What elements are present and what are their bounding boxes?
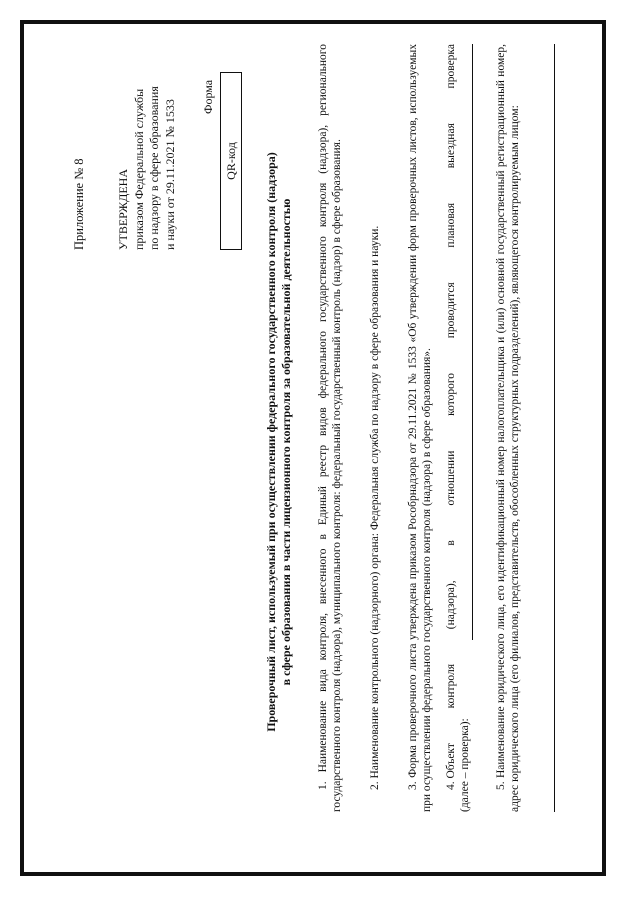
title-line-1: Проверочный лист, используемый при осуществлении федерального государственного контроля (надзора) (264, 152, 278, 732)
appendix-number: Приложение № 8 (72, 158, 86, 250)
approval-line-2: по надзору в сфере образования (147, 86, 161, 250)
approval-line-1: приказом Федеральной службы (131, 88, 146, 250)
item-4-word: отношении (445, 450, 457, 506)
scanned-page-frame (20, 20, 606, 876)
item-2-control-body: 2. Наименование контрольного (надзорного) органа: Федеральная служба по надзору в сфере образования и науки. (369, 225, 381, 790)
document-title (264, 72, 294, 812)
item-3-form-approval: 3. Форма проверочного листа утверждена приказом Рособрнадзора от 29.11.2021 № 1533 «Об утверждении форм проверочных листов, используемых при осуществлении федерального государственного контроля (надзора) в сфере образования». (407, 44, 433, 812)
item-4-word: контроля (445, 663, 457, 709)
item-4-word: проводится (445, 282, 457, 339)
item-1-control-type: 1. Наименование вида контроля, внесенного в Единый реестр видов федерального государственного контроля (надзора), регионального государственного контроля (надзора), муниципального контроля: федеральный государственный контроль (надзор) в сфере образования. (317, 44, 343, 812)
item-4-word: (надзора), (445, 580, 457, 630)
qr-code-box: QR-код (220, 72, 242, 250)
item-4-control-object (444, 44, 472, 812)
approval-block (116, 86, 178, 250)
item-4-fill-line (472, 44, 473, 640)
item-4-word: проверка (445, 44, 457, 89)
form-label: Форма (201, 79, 215, 114)
title-line-2: в сфере образования в части лицензионного контроля за образовательной деятельностью (279, 198, 293, 686)
item-4-tail: (далее – проверка): (459, 718, 471, 812)
item-4-words (444, 44, 458, 812)
item-4-word: выездная (445, 123, 457, 169)
document-page (24, 24, 602, 872)
item-4-word: плановая (445, 202, 457, 248)
item-5-legal-entity: 5. Наименование юридического лица, его идентификационный номер налогоплательщика и (или) основной государственный регистрационный номер, адрес юридического лица (его филиалов, представительств, обособленных структурных подразделений), являющегося контролируемым лицом: (495, 44, 521, 812)
item-5-fill-line (554, 44, 555, 812)
approval-title: УТВЕРЖДЕНА (116, 168, 130, 250)
approval-line-3: и науки от 29.11.2021 № 1533 (162, 99, 177, 250)
item-4-word: которого (445, 372, 457, 416)
item-4-word: в (445, 540, 457, 546)
rotated-page (24, 24, 602, 872)
item-4-word: 4. Объект (445, 743, 457, 790)
